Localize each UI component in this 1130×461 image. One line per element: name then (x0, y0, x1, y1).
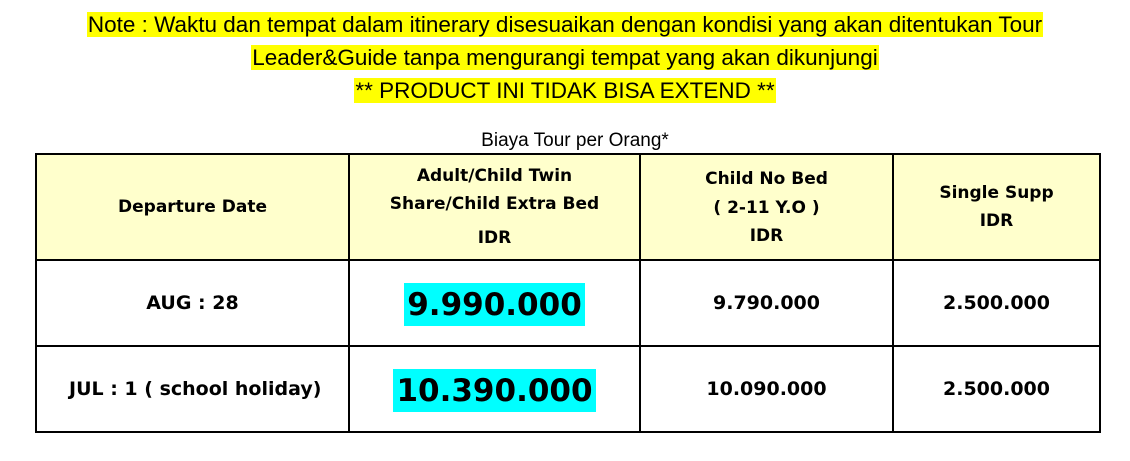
note-line-1: Note : Waktu dan tempat dalam itinerary disesuaikan dengan kondisi yang akan ditentukan Tour (87, 12, 1043, 37)
table-header-row (36, 154, 1100, 260)
header-departure-label: Departure Date (118, 197, 267, 217)
table-row (36, 260, 1100, 346)
header-adult-currency: IDR (477, 228, 512, 248)
header-child-no-bed (640, 154, 893, 260)
note-line-3: ** PRODUCT INI TIDAK BISA EXTEND ** (355, 78, 775, 103)
header-nobed-currency: IDR (749, 225, 784, 246)
child-no-bed-price-cell: 9.790.000 (640, 260, 893, 346)
header-single-line-1: Single Supp (939, 183, 1054, 203)
note-line-2: Leader&Guide tanpa mengurangi tempat yang akan dikunjungi (252, 45, 878, 70)
header-nobed-line-2: ( 2-11 Y.O ) (713, 197, 820, 218)
departure-date-cell: AUG : 28 (36, 260, 349, 346)
child-no-bed-price-cell: 10.090.000 (640, 346, 893, 432)
price-table (35, 153, 1101, 433)
departure-date-cell: JUL : 1 ( school holiday) (36, 346, 349, 432)
itinerary-note (0, 8, 1130, 107)
header-single-supp (893, 154, 1100, 260)
header-adult-twin-share (349, 154, 640, 260)
adult-price-value: 10.390.000 (393, 369, 595, 412)
adult-price-value: 9.990.000 (404, 283, 585, 326)
header-departure-date (36, 154, 349, 260)
header-adult-line-1: Adult/Child Twin (416, 166, 573, 186)
header-nobed-line-1: Child No Bed (705, 168, 828, 189)
header-single-currency: IDR (979, 211, 1014, 231)
single-supp-price-cell: 2.500.000 (893, 346, 1100, 432)
table-caption: Biaya Tour per Orang* (481, 130, 669, 151)
adult-price-cell (349, 346, 640, 432)
single-supp-price-cell: 2.500.000 (893, 260, 1100, 346)
table-row (36, 346, 1100, 432)
adult-price-cell (349, 260, 640, 346)
header-adult-line-2: Share/Child Extra Bed (389, 194, 600, 214)
